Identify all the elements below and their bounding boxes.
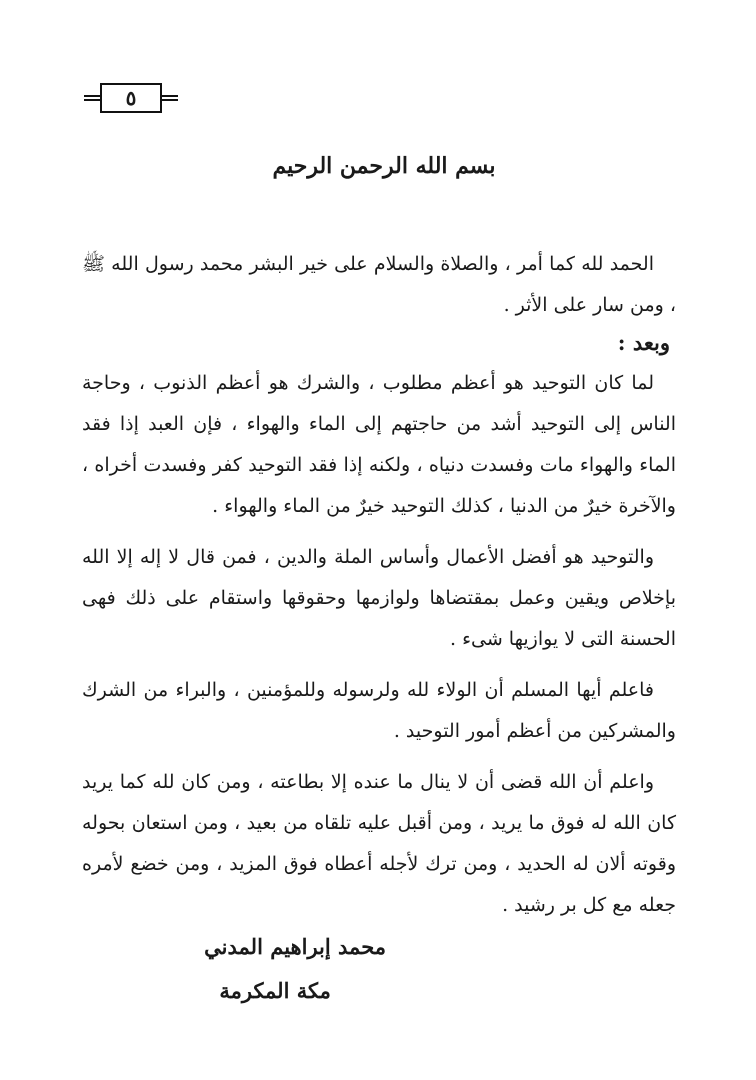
paragraph-wala-bara: فاعلم أيها المسلم أن الولاء لله ولرسوله وللمؤمنين ، والبراء من الشرك والمشركين من أعظم أمور التوحيد .: [82, 679, 676, 742]
page-number-text: ٥: [125, 86, 137, 110]
basmala-heading: بسم الله الرحمن الرحيم: [272, 153, 496, 179]
paragraph-praise: الحمد لله كما أمر ، والصلاة والسلام على خير البشر محمد رسول الله ﷺ ، ومن سار على الأثر .: [82, 253, 676, 316]
author-name: محمد إبراهيم المدني: [204, 934, 386, 959]
paragraph-tawhid-virtue: والتوحيد هو أفضل الأعمال وأساس الملة والدين ، فمن قال لا إله إلا الله بإخلاص ويقين وعمل بمقتضاها ولوازمها وحقوقها واستقام على ذلك فهى الحسنة التى لا يوازيها شىء .: [82, 546, 676, 650]
author-place: مكة المكرمة: [219, 978, 331, 1003]
paragraph-tawhid-need: لما كان التوحيد هو أعظم مطلوب ، والشرك هو أعظم الذنوب ، وحاجة الناس إلى التوحيد أشد من حاجتهم إلى الماء والهواء ، فإن العبد إذا فقد الماء والهواء مات وفسدت دنياه ، ولكنه إذا فقد التوحيد كفر وفسدت أخراه ، والآخرة خيرٌ من الدنيا ، كذلك التوحيد خيرٌ من الماء والهواء .: [82, 372, 676, 517]
page-number: [100, 83, 162, 113]
document-body: [82, 244, 676, 926]
heading-wabad: وبعد :: [617, 330, 670, 355]
paragraph-obedience: واعلم أن الله قضى أن لا ينال ما عنده إلا بطاعته ، ومن كان لله كما يريد كان الله له فوق ما يريد ، ومن أقبل عليه تلقاه من بعيد ، ومن استعان بحوله وقوته ألان له الحديد ، ومن ترك لأجله أعطاه فوق المزيد ، ومن خضع لأمره جعله مع كل بر رشيد .: [82, 771, 676, 916]
signature-block: [204, 925, 386, 1013]
